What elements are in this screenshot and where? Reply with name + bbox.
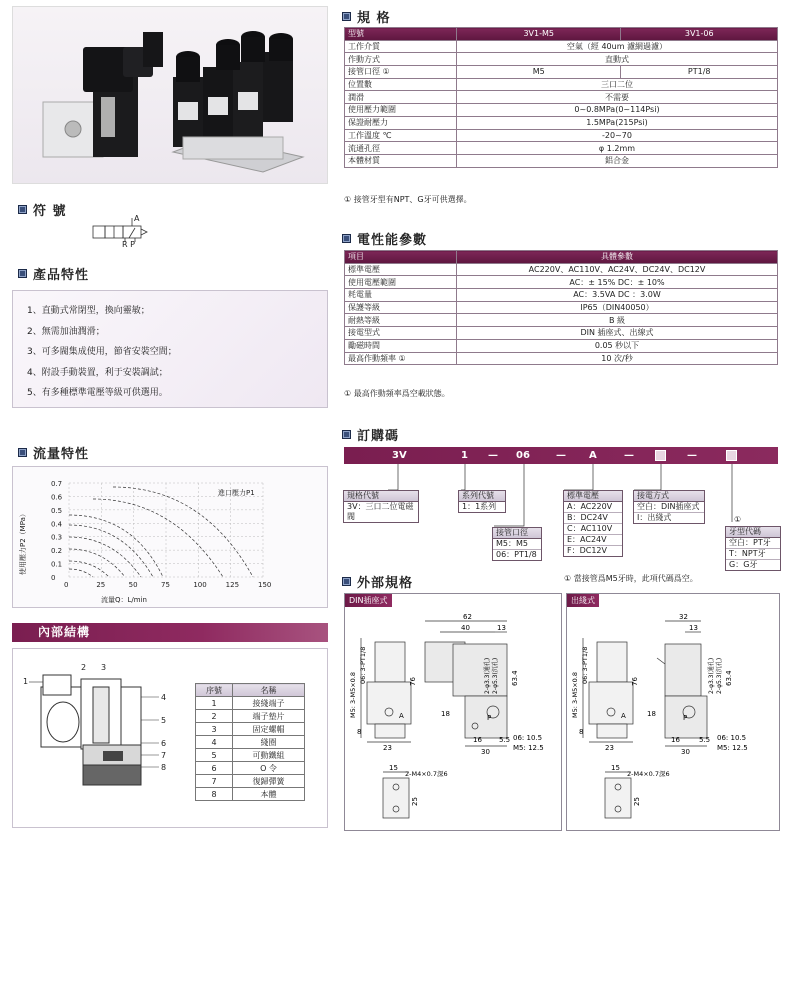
parts-name: 可動鐵組	[233, 749, 305, 762]
flow-x-tick: 75	[161, 581, 170, 589]
order-box-thread	[725, 526, 781, 571]
feature-item: 1、直動式常閉型，換向靈敏；	[27, 306, 150, 316]
row-value: 0.05 秒以下	[457, 339, 778, 352]
spec-note: ① 接管牙型有NPT、G牙可供選擇。	[344, 195, 472, 204]
row-value: 1.5MPa(215Psi)	[457, 116, 778, 129]
table-row	[345, 327, 778, 340]
row-value: 三口二位	[457, 78, 778, 91]
flow-xlabel: 流量Q：L/min	[101, 596, 147, 604]
parts-no: 7	[196, 775, 233, 788]
table-row	[345, 66, 778, 79]
table-header-cell: 型號	[345, 28, 457, 41]
order-box-row: I：出綫式	[637, 513, 672, 522]
row-value: 10 次/秒	[457, 352, 778, 365]
row-label: 作動方式	[345, 53, 457, 66]
dim-label: 2-φ5.3(沉孔)	[716, 657, 723, 694]
order-box-title: 接電方式	[634, 491, 704, 502]
flow-y-tick: 0.2	[51, 547, 63, 556]
table-row	[345, 129, 778, 142]
bullet-icon	[342, 234, 351, 243]
row-label: 保護等級	[345, 301, 457, 314]
order-box-title: 系列代號	[459, 491, 505, 502]
bullet-icon	[342, 12, 351, 21]
dim-label: A	[399, 712, 404, 720]
row-value: 0~0.8MPa(0~114Psi)	[457, 104, 778, 117]
row-label: 最高作動頻率 ①	[345, 352, 457, 365]
bullet-icon	[18, 269, 27, 278]
dim-label: 06: 3-PT1/8	[359, 646, 367, 684]
dim-label: P	[487, 714, 492, 722]
order-box-row: 3V：三口二位電磁閥	[347, 502, 414, 521]
order-box-series	[458, 490, 506, 513]
order-seg-series-code: 3V	[392, 450, 407, 461]
dim-label: 2-M4×0.7深6	[627, 770, 670, 778]
internal-structure-drawing	[21, 657, 201, 827]
row-value: M5	[457, 66, 621, 79]
dim-label: 15	[389, 764, 398, 772]
flow-x-tick: 125	[225, 581, 240, 589]
order-box-title: 牙型代碼	[726, 527, 780, 538]
order-box-row: B：DC24V	[564, 513, 622, 524]
flow-y-tick: 0	[51, 574, 56, 582]
table-header-cell: 3V1-M5	[457, 28, 621, 41]
dim-label: A	[621, 712, 626, 720]
row-value: 直動式	[457, 53, 778, 66]
valve-symbol	[85, 214, 155, 248]
order-seg-voltage: A	[589, 450, 597, 461]
flow-x-tick: 100	[193, 581, 207, 589]
row-label: 本體材質	[345, 154, 457, 167]
row-label: 工作介質	[345, 40, 457, 53]
table-header-cell: 具體參數	[457, 251, 778, 264]
table-row	[345, 91, 778, 104]
order-blank-thread	[726, 450, 737, 461]
flow-legend: 進口壓力P1	[218, 489, 255, 497]
parts-no: 3	[196, 723, 233, 736]
struct-callout: 7	[161, 751, 167, 760]
electrical-heading	[342, 229, 427, 248]
row-value: 鋁合金	[457, 154, 778, 167]
order-code-bar	[344, 447, 778, 464]
flow-x-tick: 0	[64, 581, 69, 589]
symbol-port-rp: R P	[122, 240, 135, 249]
dim-label: 63.4	[725, 670, 733, 686]
dim-label: 63.4	[511, 670, 519, 686]
order-box-row: G：G牙	[729, 560, 758, 569]
dim-label: M5: 3-M5×0.8	[571, 671, 579, 718]
row-label: 接管口徑 ①	[345, 66, 457, 79]
dim-label: 76	[631, 677, 639, 686]
dim-label: 32	[679, 613, 688, 621]
bullet-icon	[18, 448, 27, 457]
parts-name: 接綫端子	[233, 697, 305, 710]
row-label: 潤滑	[345, 91, 457, 104]
parts-no: 1	[196, 697, 233, 710]
dim-label: P	[683, 714, 688, 722]
parts-name: 固定螺帽	[233, 723, 305, 736]
dim-label: 13	[497, 624, 506, 632]
order-box-row: A：AC220V	[564, 502, 622, 513]
row-label: 使用電壓範圍	[345, 276, 457, 289]
flow-y-tick: 0.6	[51, 493, 63, 502]
order-seg-dash: —	[556, 450, 566, 461]
row-value: AC220V、AC110V、AC24V、DC24V、DC12V	[457, 263, 778, 276]
parts-name: O 令	[233, 762, 305, 775]
row-label: 接電型式	[345, 327, 457, 340]
dim-label: 23	[383, 744, 392, 752]
order-seg-port: 06	[516, 450, 530, 461]
parts-no: 5	[196, 749, 233, 762]
spec-table	[344, 27, 778, 168]
flow-chart-svg	[13, 467, 329, 609]
row-value: IP65（DIN40050）	[457, 301, 778, 314]
row-label: 使用壓力範圍	[345, 104, 457, 117]
dim-label: 13	[689, 624, 698, 632]
dim-lead-drawing	[567, 594, 781, 832]
parts-name: 端子墊片	[233, 710, 305, 723]
table-row	[345, 116, 778, 129]
bullet-icon	[342, 577, 351, 586]
electrical-note: ① 最高作動頻率爲空載狀態。	[344, 389, 450, 398]
flow-chart	[12, 466, 328, 608]
row-value: DIN 插座式、出線式	[457, 327, 778, 340]
table-row	[345, 263, 778, 276]
feature-item: 5、有多種標準電壓等級可供選用。	[27, 388, 168, 398]
order-box-series-code	[343, 490, 419, 523]
dim-label: 5.5	[699, 736, 711, 744]
bullet-icon	[342, 430, 351, 439]
dim-label: 16	[671, 736, 680, 744]
parts-header-no: 序號	[196, 684, 233, 697]
parts-name: 本體	[233, 788, 305, 801]
feature-item: 3、可多閥集成使用，節省安裝空間；	[27, 347, 177, 357]
dim-din-box	[344, 593, 562, 831]
table-row	[345, 289, 778, 302]
parts-no: 2	[196, 710, 233, 723]
row-value: B 級	[457, 314, 778, 327]
order-note: ① 當接管爲M5牙時，此項代碼爲空。	[564, 574, 698, 583]
row-value: AC：3.5VA DC ：3.0W	[457, 289, 778, 302]
flow-ylabel: 使用壓力P2（MPa）	[19, 510, 27, 575]
dimensions-heading	[342, 572, 413, 591]
order-seg-dash: —	[488, 450, 498, 461]
flow-x-tick: 25	[96, 581, 106, 589]
dim-din-drawing	[345, 594, 563, 832]
row-label: 位置數	[345, 78, 457, 91]
order-box-row: M5：M5	[493, 539, 541, 550]
bullet-icon	[18, 205, 27, 214]
parts-no: 6	[196, 762, 233, 775]
order-seg-dash: —	[687, 450, 697, 461]
product-photo	[12, 6, 328, 184]
order-box-title: 接管口徑	[493, 528, 541, 539]
dim-label: 25	[633, 797, 641, 806]
dim-label: 23	[605, 744, 614, 752]
dim-label: 2-φ5.3(沉孔)	[492, 657, 499, 694]
table-row	[345, 276, 778, 289]
flow-x-tick: 150	[258, 581, 272, 589]
dim-label: 30	[681, 748, 690, 756]
dimensions-title: 外部規格	[357, 576, 414, 591]
dim-label: 5.5	[499, 736, 511, 744]
table-row	[345, 53, 778, 66]
flow-heading	[18, 443, 89, 462]
features-box	[12, 290, 328, 408]
table-header-cell: 3V1-06	[621, 28, 778, 41]
dim-label: 2-M4×0.7深6	[405, 770, 448, 778]
feature-item: 4、附設手動裝置，利于安裝調試；	[27, 367, 168, 378]
struct-callout: 3	[101, 663, 107, 672]
table-row	[345, 339, 778, 352]
order-box-title: 標準電壓	[564, 491, 622, 502]
parts-header-name: 名稱	[233, 684, 305, 697]
dim-label: 62	[463, 613, 472, 621]
flow-y-tick: 0.1	[51, 560, 63, 569]
order-title: 訂購碼	[357, 429, 400, 444]
order-thread-marker: ①	[734, 515, 742, 524]
order-box-connection	[633, 490, 705, 524]
dim-lead-title: 出綫式	[567, 594, 599, 607]
order-seg-series: 1	[461, 450, 468, 461]
dim-label: 8	[579, 728, 584, 736]
struct-callout: 4	[161, 693, 167, 702]
row-label: 工作溫度 ℃	[345, 129, 457, 142]
dim-label: 40	[461, 624, 470, 632]
parts-no: 4	[196, 736, 233, 749]
dim-label: 06: 10.5	[717, 734, 747, 742]
valve-illustration	[13, 7, 329, 185]
dim-label: M5: 12.5	[717, 744, 748, 752]
order-box-port	[492, 527, 542, 561]
order-seg-dash: —	[624, 450, 634, 461]
table-row	[345, 78, 778, 91]
spec-title: 規 格	[357, 11, 391, 26]
order-box-row: 1：1系列	[462, 502, 497, 511]
features-title: 產品特性	[33, 268, 90, 283]
table-row	[345, 40, 778, 53]
dim-label: 30	[481, 748, 490, 756]
table-row	[345, 301, 778, 314]
features-heading	[18, 264, 89, 283]
electrical-title: 電性能參數	[357, 233, 428, 248]
dim-label: 8	[357, 728, 362, 736]
row-value: 空氣（經 40um 濾網過濾）	[457, 40, 778, 53]
dim-label: 76	[409, 677, 417, 686]
flow-x-tick: 50	[128, 581, 138, 589]
symbol-heading	[18, 200, 67, 219]
dim-label: 18	[647, 710, 656, 718]
symbol-title: 符 號	[33, 204, 67, 219]
dim-label: M5: 3-M5×0.8	[349, 671, 357, 718]
order-box-voltage	[563, 490, 623, 557]
dim-label: 18	[441, 710, 450, 718]
parts-name: 綫圈	[233, 736, 305, 749]
row-value: φ 1.2mm	[457, 142, 778, 155]
table-row	[345, 142, 778, 155]
table-row	[345, 352, 778, 365]
order-heading	[342, 425, 399, 444]
dim-din-title: DIN插座式	[345, 594, 392, 607]
order-box-row: 06：PT1/8	[496, 550, 537, 559]
table-row	[345, 154, 778, 167]
row-label: 流通孔徑	[345, 142, 457, 155]
order-box-title: 規格代號	[344, 491, 418, 502]
struct-callout: 6	[161, 739, 167, 748]
row-label: 保證耐壓力	[345, 116, 457, 129]
order-box-row: 空白：PT牙	[726, 538, 780, 549]
flow-y-tick: 0.3	[51, 533, 63, 542]
order-box-row: 空白：DIN插座式	[634, 502, 704, 513]
row-label: 標準電壓	[345, 263, 457, 276]
row-value: 不需要	[457, 91, 778, 104]
row-value: AC：± 15% DC：± 10%	[457, 276, 778, 289]
flow-title: 流量特性	[33, 447, 90, 462]
dim-label: 06: 3-PT1/8	[581, 646, 589, 684]
struct-callout: 1	[23, 677, 29, 686]
parts-name: 復歸彈簧	[233, 775, 305, 788]
row-label: 勵磁時間	[345, 339, 457, 352]
dim-label: 15	[611, 764, 620, 772]
flow-y-tick: 0.7	[51, 480, 63, 488]
order-blank-connection	[655, 450, 666, 461]
row-value: PT1/8	[621, 66, 778, 79]
feature-item: 2、無需加油潤滑；	[27, 326, 105, 337]
dim-label: M5: 12.5	[513, 744, 544, 752]
struct-callout: 8	[161, 763, 167, 772]
spec-heading	[342, 7, 391, 26]
flow-y-tick: 0.4	[51, 520, 63, 529]
row-label: 耗電量	[345, 289, 457, 302]
dim-label: 2-φ3.3(通孔)	[708, 657, 715, 694]
row-label: 耐熱等級	[345, 314, 457, 327]
struct-callout: 2	[81, 663, 87, 672]
internal-structure-banner: 內部結構	[12, 623, 328, 642]
order-box-row: E：AC24V	[564, 535, 622, 546]
row-value: -20~70	[457, 129, 778, 142]
parts-no: 8	[196, 788, 233, 801]
table-row	[345, 104, 778, 117]
electrical-table	[344, 250, 778, 365]
dim-label: 06: 10.5	[513, 734, 543, 742]
dim-label: 2-φ3.3(通孔)	[484, 657, 491, 694]
table-row	[345, 314, 778, 327]
struct-callout: 5	[161, 716, 167, 725]
table-header-cell: 項目	[345, 251, 457, 264]
dim-lead-box	[566, 593, 780, 831]
parts-table	[195, 683, 305, 801]
order-box-row: T：NPT牙	[726, 549, 780, 560]
flow-y-tick: 0.5	[51, 506, 63, 515]
dim-label: 25	[411, 797, 419, 806]
dim-label: 16	[473, 736, 482, 744]
order-box-row: C：AC110V	[564, 524, 622, 535]
order-box-row: F：DC12V	[567, 546, 607, 555]
symbol-port-a: A	[134, 214, 140, 223]
